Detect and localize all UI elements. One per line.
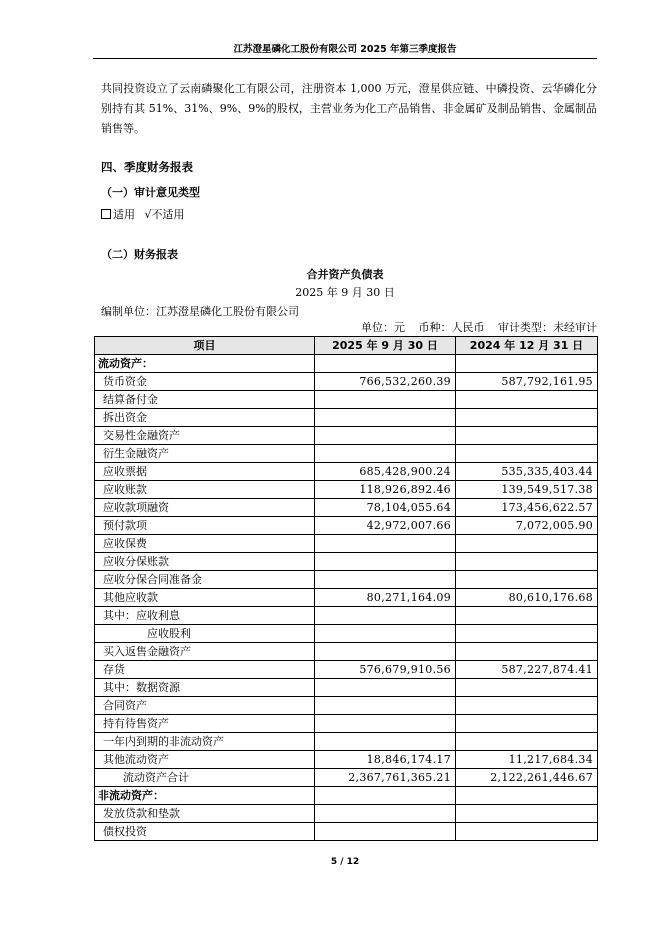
row-label: 发放贷款和垫款 (95, 805, 315, 823)
page-number: 5 / 12 (330, 857, 360, 867)
table-row (95, 823, 598, 841)
row-label: 流动资产： (95, 355, 315, 373)
financial-statements-title: （二）财务报表 (101, 248, 178, 261)
checkbox-empty-icon (101, 209, 111, 219)
row-label: 其他流动资产 (95, 751, 315, 769)
table-row (95, 373, 598, 391)
row-label: 债权投资 (95, 823, 315, 841)
value-prior-period: 7,072,005.90 (456, 517, 598, 535)
value-current-period (315, 409, 456, 427)
currency-label: 币种：人民币 (418, 321, 485, 334)
value-current-period (315, 445, 456, 463)
value-prior-period (456, 427, 598, 445)
value-prior-period (456, 733, 598, 751)
value-current-period: 2,367,761,365.21 (315, 769, 456, 787)
value-current-period (315, 553, 456, 571)
value-current-period: 78,104,055.64 (315, 499, 456, 517)
column-header-current: 2025 年 9 月 30 日 (315, 337, 456, 355)
value-prior-period (456, 553, 598, 571)
unit-line (351, 319, 597, 335)
table-header-row (95, 337, 598, 355)
value-current-period: 576,679,910.56 (315, 661, 456, 679)
value-current-period (315, 733, 456, 751)
value-current-period: 766,532,260.39 (315, 373, 456, 391)
option-not-applicable: √不适用 (144, 208, 185, 221)
row-label: 交易性金融资产 (95, 427, 315, 445)
section-title: 四、季度财务报表 (101, 160, 193, 174)
audit-opinion-title: （一）审计意见类型 (101, 186, 200, 199)
row-label: 买入返售金融资产 (95, 643, 315, 661)
row-label: 合同资产 (95, 697, 315, 715)
row-label: 应收分保账款 (95, 553, 315, 571)
row-label: 非流动资产： (95, 787, 315, 805)
table-row (95, 715, 598, 733)
value-current-period: 118,926,892.46 (315, 481, 456, 499)
value-prior-period (456, 643, 598, 661)
table-row (95, 697, 598, 715)
value-prior-period (456, 625, 598, 643)
table-row (95, 679, 598, 697)
row-label: 拆出资金 (95, 409, 315, 427)
row-label: 流动资产合计 (95, 769, 315, 787)
row-label: 一年内到期的非流动资产 (95, 733, 315, 751)
value-prior-period (456, 445, 598, 463)
column-header-item: 项目 (95, 337, 315, 355)
audit-type-label: 审计类型：未经审计 (498, 321, 597, 334)
value-current-period (315, 643, 456, 661)
table-row (95, 733, 598, 751)
value-prior-period: 535,335,403.44 (456, 463, 598, 481)
row-label: 货币资金 (95, 373, 315, 391)
value-current-period (315, 535, 456, 553)
table-row (95, 535, 598, 553)
table-row (95, 427, 598, 445)
table-row (95, 391, 598, 409)
value-current-period (315, 823, 456, 841)
value-current-period (315, 607, 456, 625)
value-prior-period (456, 679, 598, 697)
value-prior-period (456, 787, 598, 805)
value-current-period: 685,428,900.24 (315, 463, 456, 481)
row-label: 衍生金融资产 (95, 445, 315, 463)
table-row (95, 463, 598, 481)
value-current-period (315, 697, 456, 715)
value-prior-period: 587,792,161.95 (456, 373, 598, 391)
value-current-period (315, 715, 456, 733)
table-row (95, 445, 598, 463)
unit-label: 单位：元 (361, 321, 405, 334)
value-current-period (315, 391, 456, 409)
row-label: 其中：数据资源 (95, 679, 315, 697)
value-prior-period (456, 535, 598, 553)
table-row (95, 607, 598, 625)
row-label: 其他应收款 (95, 589, 315, 607)
table-row (95, 751, 598, 769)
column-header-prior: 2024 年 12 月 31 日 (456, 337, 598, 355)
header-divider (93, 58, 597, 59)
report-header: 江苏澄星磷化工股份有限公司 2025 年第三季度报告 (233, 44, 457, 55)
table-row (95, 499, 598, 517)
value-prior-period (456, 715, 598, 733)
value-current-period (315, 787, 456, 805)
value-prior-period (456, 391, 598, 409)
intro-paragraph: 共同投资设立了云南磷聚化工有限公司，注册资本 1,000 万元，澄星供应链、中磷投资、云华磷化分别持有其 51%、31%、9%、9%的股权，主营业务为化工产品销售、非金属矿及制品销售、金属制品销售等。 (101, 82, 597, 135)
row-label: 应收款项融资 (95, 499, 315, 517)
value-prior-period (456, 805, 598, 823)
table-row (95, 661, 598, 679)
table-row (95, 355, 598, 373)
table-row (95, 805, 598, 823)
row-label: 结算备付金 (95, 391, 315, 409)
value-prior-period: 2,122,261,446.67 (456, 769, 598, 787)
row-label: 应收账款 (95, 481, 315, 499)
balance-sheet-date: 2025 年 9 月 30 日 (295, 286, 395, 299)
value-prior-period (456, 355, 598, 373)
check-mark-icon: √ (144, 208, 152, 221)
row-label: 应收票据 (95, 463, 315, 481)
value-prior-period (456, 571, 598, 589)
value-current-period (315, 625, 456, 643)
value-prior-period: 587,227,874.41 (456, 661, 598, 679)
balance-sheet-title: 合并资产负债表 (306, 268, 384, 281)
value-current-period (315, 355, 456, 373)
compiler-unit: 编制单位：江苏澄星磷化工股份有限公司 (101, 305, 299, 318)
table-row (95, 589, 598, 607)
value-prior-period (456, 823, 598, 841)
table-row (95, 643, 598, 661)
value-current-period (315, 571, 456, 589)
value-prior-period: 80,610,176.68 (456, 589, 598, 607)
value-prior-period (456, 607, 598, 625)
row-label: 存货 (95, 661, 315, 679)
table-row (95, 769, 598, 787)
table-row (95, 409, 598, 427)
value-prior-period: 11,217,684.34 (456, 751, 598, 769)
table-row (95, 517, 598, 535)
table-row (95, 787, 598, 805)
row-label: 应收股利 (95, 625, 315, 643)
balance-sheet-table (94, 336, 598, 841)
value-prior-period: 173,456,622.57 (456, 499, 598, 517)
value-current-period (315, 805, 456, 823)
table-row (95, 625, 598, 643)
value-current-period (315, 679, 456, 697)
value-current-period: 80,271,164.09 (315, 589, 456, 607)
row-label: 预付款项 (95, 517, 315, 535)
value-current-period: 18,846,174.17 (315, 751, 456, 769)
value-prior-period (456, 409, 598, 427)
table-row (95, 481, 598, 499)
row-label: 应收分保合同准备金 (95, 571, 315, 589)
row-label: 持有待售资产 (95, 715, 315, 733)
table-row (95, 571, 598, 589)
value-prior-period (456, 697, 598, 715)
row-label: 其中：应收利息 (95, 607, 315, 625)
row-label: 应收保费 (95, 535, 315, 553)
value-current-period (315, 427, 456, 445)
table-row (95, 553, 598, 571)
audit-opinion-options (101, 206, 191, 222)
option-applicable: 适用 (101, 208, 135, 221)
value-prior-period: 139,549,517.38 (456, 481, 598, 499)
value-current-period: 42,972,007.66 (315, 517, 456, 535)
